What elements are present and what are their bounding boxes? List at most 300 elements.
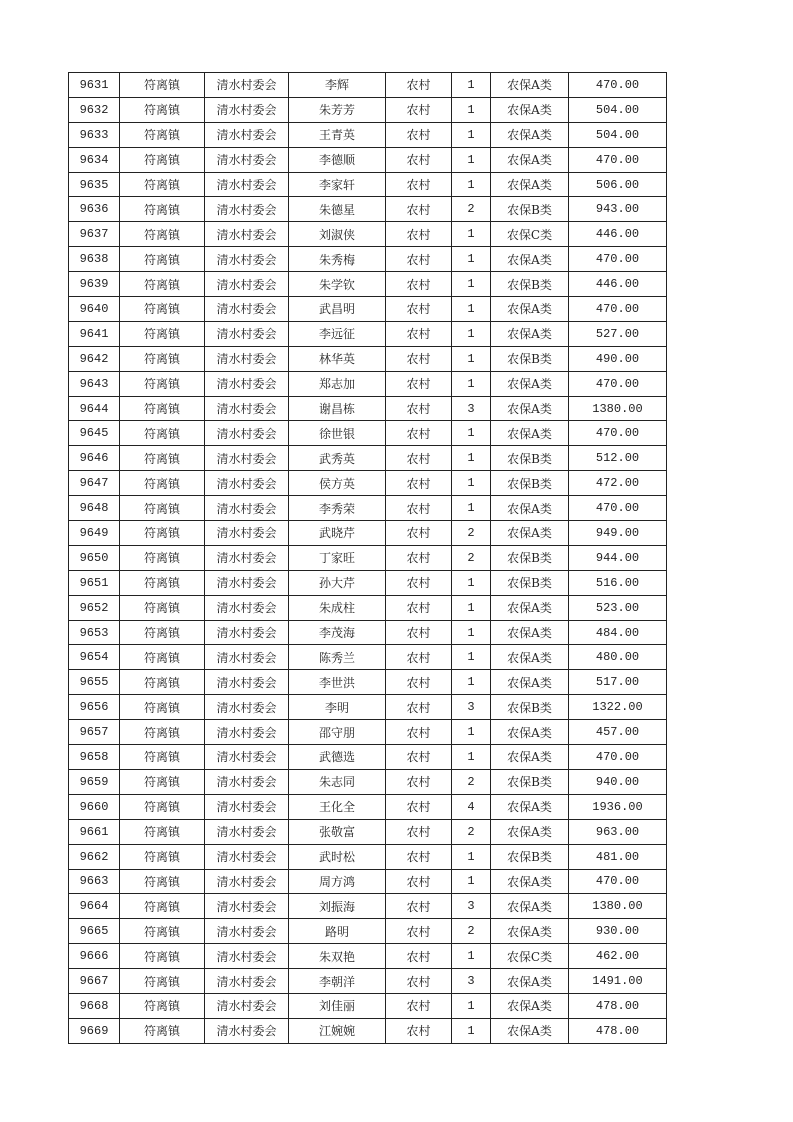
table-row xyxy=(69,969,667,994)
town-cell: 符离镇 xyxy=(120,919,205,944)
person-name-cell: 朱学钦 xyxy=(289,272,386,297)
town-cell: 符离镇 xyxy=(120,894,205,919)
amount-cell: 930.00 xyxy=(569,919,667,944)
town-cell: 符离镇 xyxy=(120,346,205,371)
town-cell: 符离镇 xyxy=(120,720,205,745)
person-name-cell: 武晓芹 xyxy=(289,521,386,546)
amount-cell: 446.00 xyxy=(569,222,667,247)
amount-cell: 481.00 xyxy=(569,844,667,869)
person-name-cell: 江婉婉 xyxy=(289,1018,386,1043)
table-row xyxy=(69,371,667,396)
row-number-cell: 9657 xyxy=(69,720,120,745)
village-committee-cell: 清水村委会 xyxy=(205,446,289,471)
table-row xyxy=(69,396,667,421)
amount-cell: 478.00 xyxy=(569,1018,667,1043)
household-size-cell: 2 xyxy=(452,521,491,546)
row-number-cell: 9668 xyxy=(69,993,120,1018)
row-number-cell: 9669 xyxy=(69,1018,120,1043)
town-cell: 符离镇 xyxy=(120,521,205,546)
row-number-cell: 9641 xyxy=(69,321,120,346)
village-committee-cell: 清水村委会 xyxy=(205,794,289,819)
town-cell: 符离镇 xyxy=(120,745,205,770)
insurance-category-cell: 农保A类 xyxy=(491,247,569,272)
person-name-cell: 陈秀兰 xyxy=(289,645,386,670)
town-cell: 符离镇 xyxy=(120,645,205,670)
household-size-cell: 3 xyxy=(452,969,491,994)
village-committee-cell: 清水村委会 xyxy=(205,346,289,371)
town-cell: 符离镇 xyxy=(120,272,205,297)
village-committee-cell: 清水村委会 xyxy=(205,222,289,247)
amount-cell: 1491.00 xyxy=(569,969,667,994)
insurance-category-cell: 农保A类 xyxy=(491,670,569,695)
household-type-cell: 农村 xyxy=(386,197,452,222)
household-type-cell: 农村 xyxy=(386,147,452,172)
person-name-cell: 李家轩 xyxy=(289,172,386,197)
household-size-cell: 1 xyxy=(452,371,491,396)
insurance-category-cell: 农保A类 xyxy=(491,496,569,521)
household-type-cell: 农村 xyxy=(386,620,452,645)
insurance-category-cell: 农保A类 xyxy=(491,919,569,944)
row-number-cell: 9631 xyxy=(69,73,120,98)
household-type-cell: 农村 xyxy=(386,247,452,272)
insurance-category-cell: 农保A类 xyxy=(491,645,569,670)
amount-cell: 1380.00 xyxy=(569,894,667,919)
household-size-cell: 1 xyxy=(452,720,491,745)
village-committee-cell: 清水村委会 xyxy=(205,1018,289,1043)
household-size-cell: 1 xyxy=(452,247,491,272)
town-cell: 符离镇 xyxy=(120,297,205,322)
village-committee-cell: 清水村委会 xyxy=(205,371,289,396)
row-number-cell: 9644 xyxy=(69,396,120,421)
row-number-cell: 9650 xyxy=(69,545,120,570)
table-row xyxy=(69,147,667,172)
table-row xyxy=(69,620,667,645)
village-committee-cell: 清水村委会 xyxy=(205,570,289,595)
row-number-cell: 9667 xyxy=(69,969,120,994)
table-row xyxy=(69,819,667,844)
town-cell: 符离镇 xyxy=(120,844,205,869)
insurance-category-cell: 农保A类 xyxy=(491,396,569,421)
amount-cell: 470.00 xyxy=(569,496,667,521)
row-number-cell: 9651 xyxy=(69,570,120,595)
village-committee-cell: 清水村委会 xyxy=(205,197,289,222)
village-committee-cell: 清水村委会 xyxy=(205,545,289,570)
person-name-cell: 邵守朋 xyxy=(289,720,386,745)
person-name-cell: 武昌明 xyxy=(289,297,386,322)
table-row xyxy=(69,794,667,819)
row-number-cell: 9653 xyxy=(69,620,120,645)
town-cell: 符离镇 xyxy=(120,794,205,819)
insurance-category-cell: 农保C类 xyxy=(491,222,569,247)
household-type-cell: 农村 xyxy=(386,272,452,297)
village-committee-cell: 清水村委会 xyxy=(205,919,289,944)
household-type-cell: 农村 xyxy=(386,769,452,794)
amount-cell: 472.00 xyxy=(569,471,667,496)
amount-cell: 949.00 xyxy=(569,521,667,546)
village-committee-cell: 清水村委会 xyxy=(205,247,289,272)
amount-cell: 506.00 xyxy=(569,172,667,197)
household-type-cell: 农村 xyxy=(386,695,452,720)
town-cell: 符离镇 xyxy=(120,471,205,496)
person-name-cell: 刘淑侠 xyxy=(289,222,386,247)
village-committee-cell: 清水村委会 xyxy=(205,396,289,421)
insurance-category-cell: 农保A类 xyxy=(491,321,569,346)
town-cell: 符离镇 xyxy=(120,247,205,272)
village-committee-cell: 清水村委会 xyxy=(205,496,289,521)
household-size-cell: 3 xyxy=(452,396,491,421)
amount-cell: 470.00 xyxy=(569,147,667,172)
household-type-cell: 农村 xyxy=(386,720,452,745)
row-number-cell: 9637 xyxy=(69,222,120,247)
amount-cell: 470.00 xyxy=(569,371,667,396)
person-name-cell: 路明 xyxy=(289,919,386,944)
table-body xyxy=(69,73,667,1044)
household-type-cell: 农村 xyxy=(386,97,452,122)
household-size-cell: 1 xyxy=(452,670,491,695)
amount-cell: 516.00 xyxy=(569,570,667,595)
village-committee-cell: 清水村委会 xyxy=(205,620,289,645)
insurance-category-cell: 农保B类 xyxy=(491,471,569,496)
row-number-cell: 9662 xyxy=(69,844,120,869)
household-type-cell: 农村 xyxy=(386,396,452,421)
town-cell: 符离镇 xyxy=(120,73,205,98)
household-type-cell: 农村 xyxy=(386,894,452,919)
town-cell: 符离镇 xyxy=(120,695,205,720)
person-name-cell: 刘佳丽 xyxy=(289,993,386,1018)
insurance-category-cell: 农保B类 xyxy=(491,346,569,371)
person-name-cell: 李世洪 xyxy=(289,670,386,695)
insurance-category-cell: 农保A类 xyxy=(491,122,569,147)
table-row xyxy=(69,496,667,521)
insurance-category-cell: 农保C类 xyxy=(491,944,569,969)
insurance-category-cell: 农保A类 xyxy=(491,969,569,994)
person-name-cell: 朱芳芳 xyxy=(289,97,386,122)
town-cell: 符离镇 xyxy=(120,496,205,521)
insurance-category-cell: 农保A类 xyxy=(491,595,569,620)
table-row xyxy=(69,1018,667,1043)
village-committee-cell: 清水村委会 xyxy=(205,695,289,720)
amount-cell: 940.00 xyxy=(569,769,667,794)
insurance-category-cell: 农保A类 xyxy=(491,421,569,446)
insurance-category-cell: 农保A类 xyxy=(491,521,569,546)
household-size-cell: 1 xyxy=(452,172,491,197)
table-row xyxy=(69,919,667,944)
row-number-cell: 9642 xyxy=(69,346,120,371)
household-type-cell: 农村 xyxy=(386,745,452,770)
household-size-cell: 4 xyxy=(452,794,491,819)
row-number-cell: 9658 xyxy=(69,745,120,770)
amount-cell: 504.00 xyxy=(569,97,667,122)
row-number-cell: 9661 xyxy=(69,819,120,844)
row-number-cell: 9655 xyxy=(69,670,120,695)
person-name-cell: 朱志同 xyxy=(289,769,386,794)
table-row xyxy=(69,570,667,595)
row-number-cell: 9636 xyxy=(69,197,120,222)
insurance-category-cell: 农保A类 xyxy=(491,620,569,645)
row-number-cell: 9645 xyxy=(69,421,120,446)
household-type-cell: 农村 xyxy=(386,521,452,546)
amount-cell: 470.00 xyxy=(569,421,667,446)
village-committee-cell: 清水村委会 xyxy=(205,172,289,197)
town-cell: 符离镇 xyxy=(120,197,205,222)
household-type-cell: 农村 xyxy=(386,545,452,570)
amount-cell: 944.00 xyxy=(569,545,667,570)
household-size-cell: 1 xyxy=(452,97,491,122)
row-number-cell: 9646 xyxy=(69,446,120,471)
row-number-cell: 9632 xyxy=(69,97,120,122)
household-size-cell: 1 xyxy=(452,745,491,770)
household-type-cell: 农村 xyxy=(386,346,452,371)
table-row xyxy=(69,197,667,222)
village-committee-cell: 清水村委会 xyxy=(205,720,289,745)
table-row xyxy=(69,869,667,894)
table-row xyxy=(69,695,667,720)
row-number-cell: 9649 xyxy=(69,521,120,546)
person-name-cell: 李远征 xyxy=(289,321,386,346)
household-size-cell: 1 xyxy=(452,471,491,496)
household-size-cell: 1 xyxy=(452,869,491,894)
village-committee-cell: 清水村委会 xyxy=(205,769,289,794)
household-size-cell: 1 xyxy=(452,570,491,595)
person-name-cell: 刘振海 xyxy=(289,894,386,919)
amount-cell: 1322.00 xyxy=(569,695,667,720)
household-type-cell: 农村 xyxy=(386,73,452,98)
table-row xyxy=(69,73,667,98)
village-committee-cell: 清水村委会 xyxy=(205,670,289,695)
household-type-cell: 农村 xyxy=(386,670,452,695)
village-committee-cell: 清水村委会 xyxy=(205,421,289,446)
town-cell: 符离镇 xyxy=(120,1018,205,1043)
household-size-cell: 1 xyxy=(452,620,491,645)
amount-cell: 963.00 xyxy=(569,819,667,844)
insurance-category-cell: 农保A类 xyxy=(491,869,569,894)
household-type-cell: 农村 xyxy=(386,471,452,496)
amount-cell: 943.00 xyxy=(569,197,667,222)
row-number-cell: 9652 xyxy=(69,595,120,620)
insurance-category-cell: 农保A类 xyxy=(491,73,569,98)
person-name-cell: 武秀英 xyxy=(289,446,386,471)
household-size-cell: 2 xyxy=(452,545,491,570)
town-cell: 符离镇 xyxy=(120,819,205,844)
household-type-cell: 农村 xyxy=(386,645,452,670)
person-name-cell: 王化全 xyxy=(289,794,386,819)
household-type-cell: 农村 xyxy=(386,794,452,819)
table-row xyxy=(69,993,667,1018)
table-row xyxy=(69,944,667,969)
household-size-cell: 2 xyxy=(452,769,491,794)
amount-cell: 462.00 xyxy=(569,944,667,969)
row-number-cell: 9648 xyxy=(69,496,120,521)
household-size-cell: 1 xyxy=(452,222,491,247)
household-type-cell: 农村 xyxy=(386,446,452,471)
person-name-cell: 李秀荣 xyxy=(289,496,386,521)
village-committee-cell: 清水村委会 xyxy=(205,122,289,147)
household-size-cell: 1 xyxy=(452,645,491,670)
insurance-category-cell: 农保B类 xyxy=(491,446,569,471)
town-cell: 符离镇 xyxy=(120,172,205,197)
beneficiary-table xyxy=(68,72,667,1044)
person-name-cell: 张敬富 xyxy=(289,819,386,844)
town-cell: 符离镇 xyxy=(120,545,205,570)
person-name-cell: 林华英 xyxy=(289,346,386,371)
town-cell: 符离镇 xyxy=(120,670,205,695)
amount-cell: 1380.00 xyxy=(569,396,667,421)
household-type-cell: 农村 xyxy=(386,944,452,969)
table-row xyxy=(69,894,667,919)
amount-cell: 470.00 xyxy=(569,745,667,770)
household-type-cell: 农村 xyxy=(386,496,452,521)
person-name-cell: 李茂海 xyxy=(289,620,386,645)
household-type-cell: 农村 xyxy=(386,570,452,595)
household-type-cell: 农村 xyxy=(386,222,452,247)
town-cell: 符离镇 xyxy=(120,122,205,147)
person-name-cell: 郑志加 xyxy=(289,371,386,396)
person-name-cell: 李德顺 xyxy=(289,147,386,172)
household-size-cell: 1 xyxy=(452,496,491,521)
village-committee-cell: 清水村委会 xyxy=(205,645,289,670)
insurance-category-cell: 农保A类 xyxy=(491,297,569,322)
row-number-cell: 9640 xyxy=(69,297,120,322)
household-size-cell: 1 xyxy=(452,297,491,322)
amount-cell: 484.00 xyxy=(569,620,667,645)
village-committee-cell: 清水村委会 xyxy=(205,272,289,297)
village-committee-cell: 清水村委会 xyxy=(205,73,289,98)
insurance-category-cell: 农保B类 xyxy=(491,769,569,794)
amount-cell: 517.00 xyxy=(569,670,667,695)
table-row xyxy=(69,521,667,546)
household-type-cell: 农村 xyxy=(386,371,452,396)
person-name-cell: 王青英 xyxy=(289,122,386,147)
insurance-category-cell: 农保A类 xyxy=(491,993,569,1018)
person-name-cell: 武德选 xyxy=(289,745,386,770)
village-committee-cell: 清水村委会 xyxy=(205,819,289,844)
table-row xyxy=(69,745,667,770)
table-row xyxy=(69,595,667,620)
household-type-cell: 农村 xyxy=(386,172,452,197)
row-number-cell: 9638 xyxy=(69,247,120,272)
row-number-cell: 9665 xyxy=(69,919,120,944)
insurance-category-cell: 农保A类 xyxy=(491,794,569,819)
table-row xyxy=(69,471,667,496)
table-row xyxy=(69,321,667,346)
row-number-cell: 9635 xyxy=(69,172,120,197)
row-number-cell: 9639 xyxy=(69,272,120,297)
town-cell: 符离镇 xyxy=(120,969,205,994)
row-number-cell: 9633 xyxy=(69,122,120,147)
table-row xyxy=(69,122,667,147)
town-cell: 符离镇 xyxy=(120,371,205,396)
household-size-cell: 3 xyxy=(452,695,491,720)
amount-cell: 446.00 xyxy=(569,272,667,297)
town-cell: 符离镇 xyxy=(120,944,205,969)
village-committee-cell: 清水村委会 xyxy=(205,595,289,620)
village-committee-cell: 清水村委会 xyxy=(205,147,289,172)
household-size-cell: 1 xyxy=(452,446,491,471)
household-size-cell: 1 xyxy=(452,346,491,371)
row-number-cell: 9664 xyxy=(69,894,120,919)
amount-cell: 504.00 xyxy=(569,122,667,147)
household-size-cell: 1 xyxy=(452,844,491,869)
person-name-cell: 李明 xyxy=(289,695,386,720)
village-committee-cell: 清水村委会 xyxy=(205,471,289,496)
town-cell: 符离镇 xyxy=(120,570,205,595)
insurance-category-cell: 农保A类 xyxy=(491,1018,569,1043)
person-name-cell: 李辉 xyxy=(289,73,386,98)
household-size-cell: 1 xyxy=(452,321,491,346)
household-size-cell: 1 xyxy=(452,993,491,1018)
person-name-cell: 谢昌栋 xyxy=(289,396,386,421)
household-type-cell: 农村 xyxy=(386,297,452,322)
insurance-category-cell: 农保B类 xyxy=(491,844,569,869)
person-name-cell: 武时松 xyxy=(289,844,386,869)
person-name-cell: 李朝洋 xyxy=(289,969,386,994)
insurance-category-cell: 农保B类 xyxy=(491,197,569,222)
amount-cell: 523.00 xyxy=(569,595,667,620)
table-row xyxy=(69,769,667,794)
household-type-cell: 农村 xyxy=(386,844,452,869)
household-type-cell: 农村 xyxy=(386,969,452,994)
table-row xyxy=(69,720,667,745)
town-cell: 符离镇 xyxy=(120,321,205,346)
person-name-cell: 朱成柱 xyxy=(289,595,386,620)
row-number-cell: 9656 xyxy=(69,695,120,720)
row-number-cell: 9654 xyxy=(69,645,120,670)
household-size-cell: 2 xyxy=(452,819,491,844)
household-type-cell: 农村 xyxy=(386,122,452,147)
town-cell: 符离镇 xyxy=(120,97,205,122)
table-row xyxy=(69,421,667,446)
table-row xyxy=(69,545,667,570)
insurance-category-cell: 农保A类 xyxy=(491,745,569,770)
amount-cell: 478.00 xyxy=(569,993,667,1018)
household-type-cell: 农村 xyxy=(386,919,452,944)
person-name-cell: 侯方英 xyxy=(289,471,386,496)
village-committee-cell: 清水村委会 xyxy=(205,944,289,969)
insurance-category-cell: 农保A类 xyxy=(491,147,569,172)
insurance-category-cell: 农保B类 xyxy=(491,695,569,720)
household-size-cell: 1 xyxy=(452,595,491,620)
town-cell: 符离镇 xyxy=(120,421,205,446)
amount-cell: 470.00 xyxy=(569,297,667,322)
household-type-cell: 农村 xyxy=(386,993,452,1018)
person-name-cell: 朱秀梅 xyxy=(289,247,386,272)
household-size-cell: 1 xyxy=(452,272,491,297)
table-row xyxy=(69,172,667,197)
insurance-category-cell: 农保B类 xyxy=(491,272,569,297)
amount-cell: 470.00 xyxy=(569,247,667,272)
table-row xyxy=(69,272,667,297)
household-type-cell: 农村 xyxy=(386,321,452,346)
household-size-cell: 1 xyxy=(452,944,491,969)
amount-cell: 1936.00 xyxy=(569,794,667,819)
amount-cell: 490.00 xyxy=(569,346,667,371)
row-number-cell: 9647 xyxy=(69,471,120,496)
village-committee-cell: 清水村委会 xyxy=(205,844,289,869)
insurance-category-cell: 农保B类 xyxy=(491,570,569,595)
amount-cell: 457.00 xyxy=(569,720,667,745)
row-number-cell: 9660 xyxy=(69,794,120,819)
household-type-cell: 农村 xyxy=(386,869,452,894)
insurance-category-cell: 农保A类 xyxy=(491,97,569,122)
town-cell: 符离镇 xyxy=(120,769,205,794)
row-number-cell: 9659 xyxy=(69,769,120,794)
village-committee-cell: 清水村委会 xyxy=(205,321,289,346)
household-size-cell: 1 xyxy=(452,122,491,147)
village-committee-cell: 清水村委会 xyxy=(205,97,289,122)
insurance-category-cell: 农保A类 xyxy=(491,172,569,197)
village-committee-cell: 清水村委会 xyxy=(205,745,289,770)
table-row xyxy=(69,446,667,471)
